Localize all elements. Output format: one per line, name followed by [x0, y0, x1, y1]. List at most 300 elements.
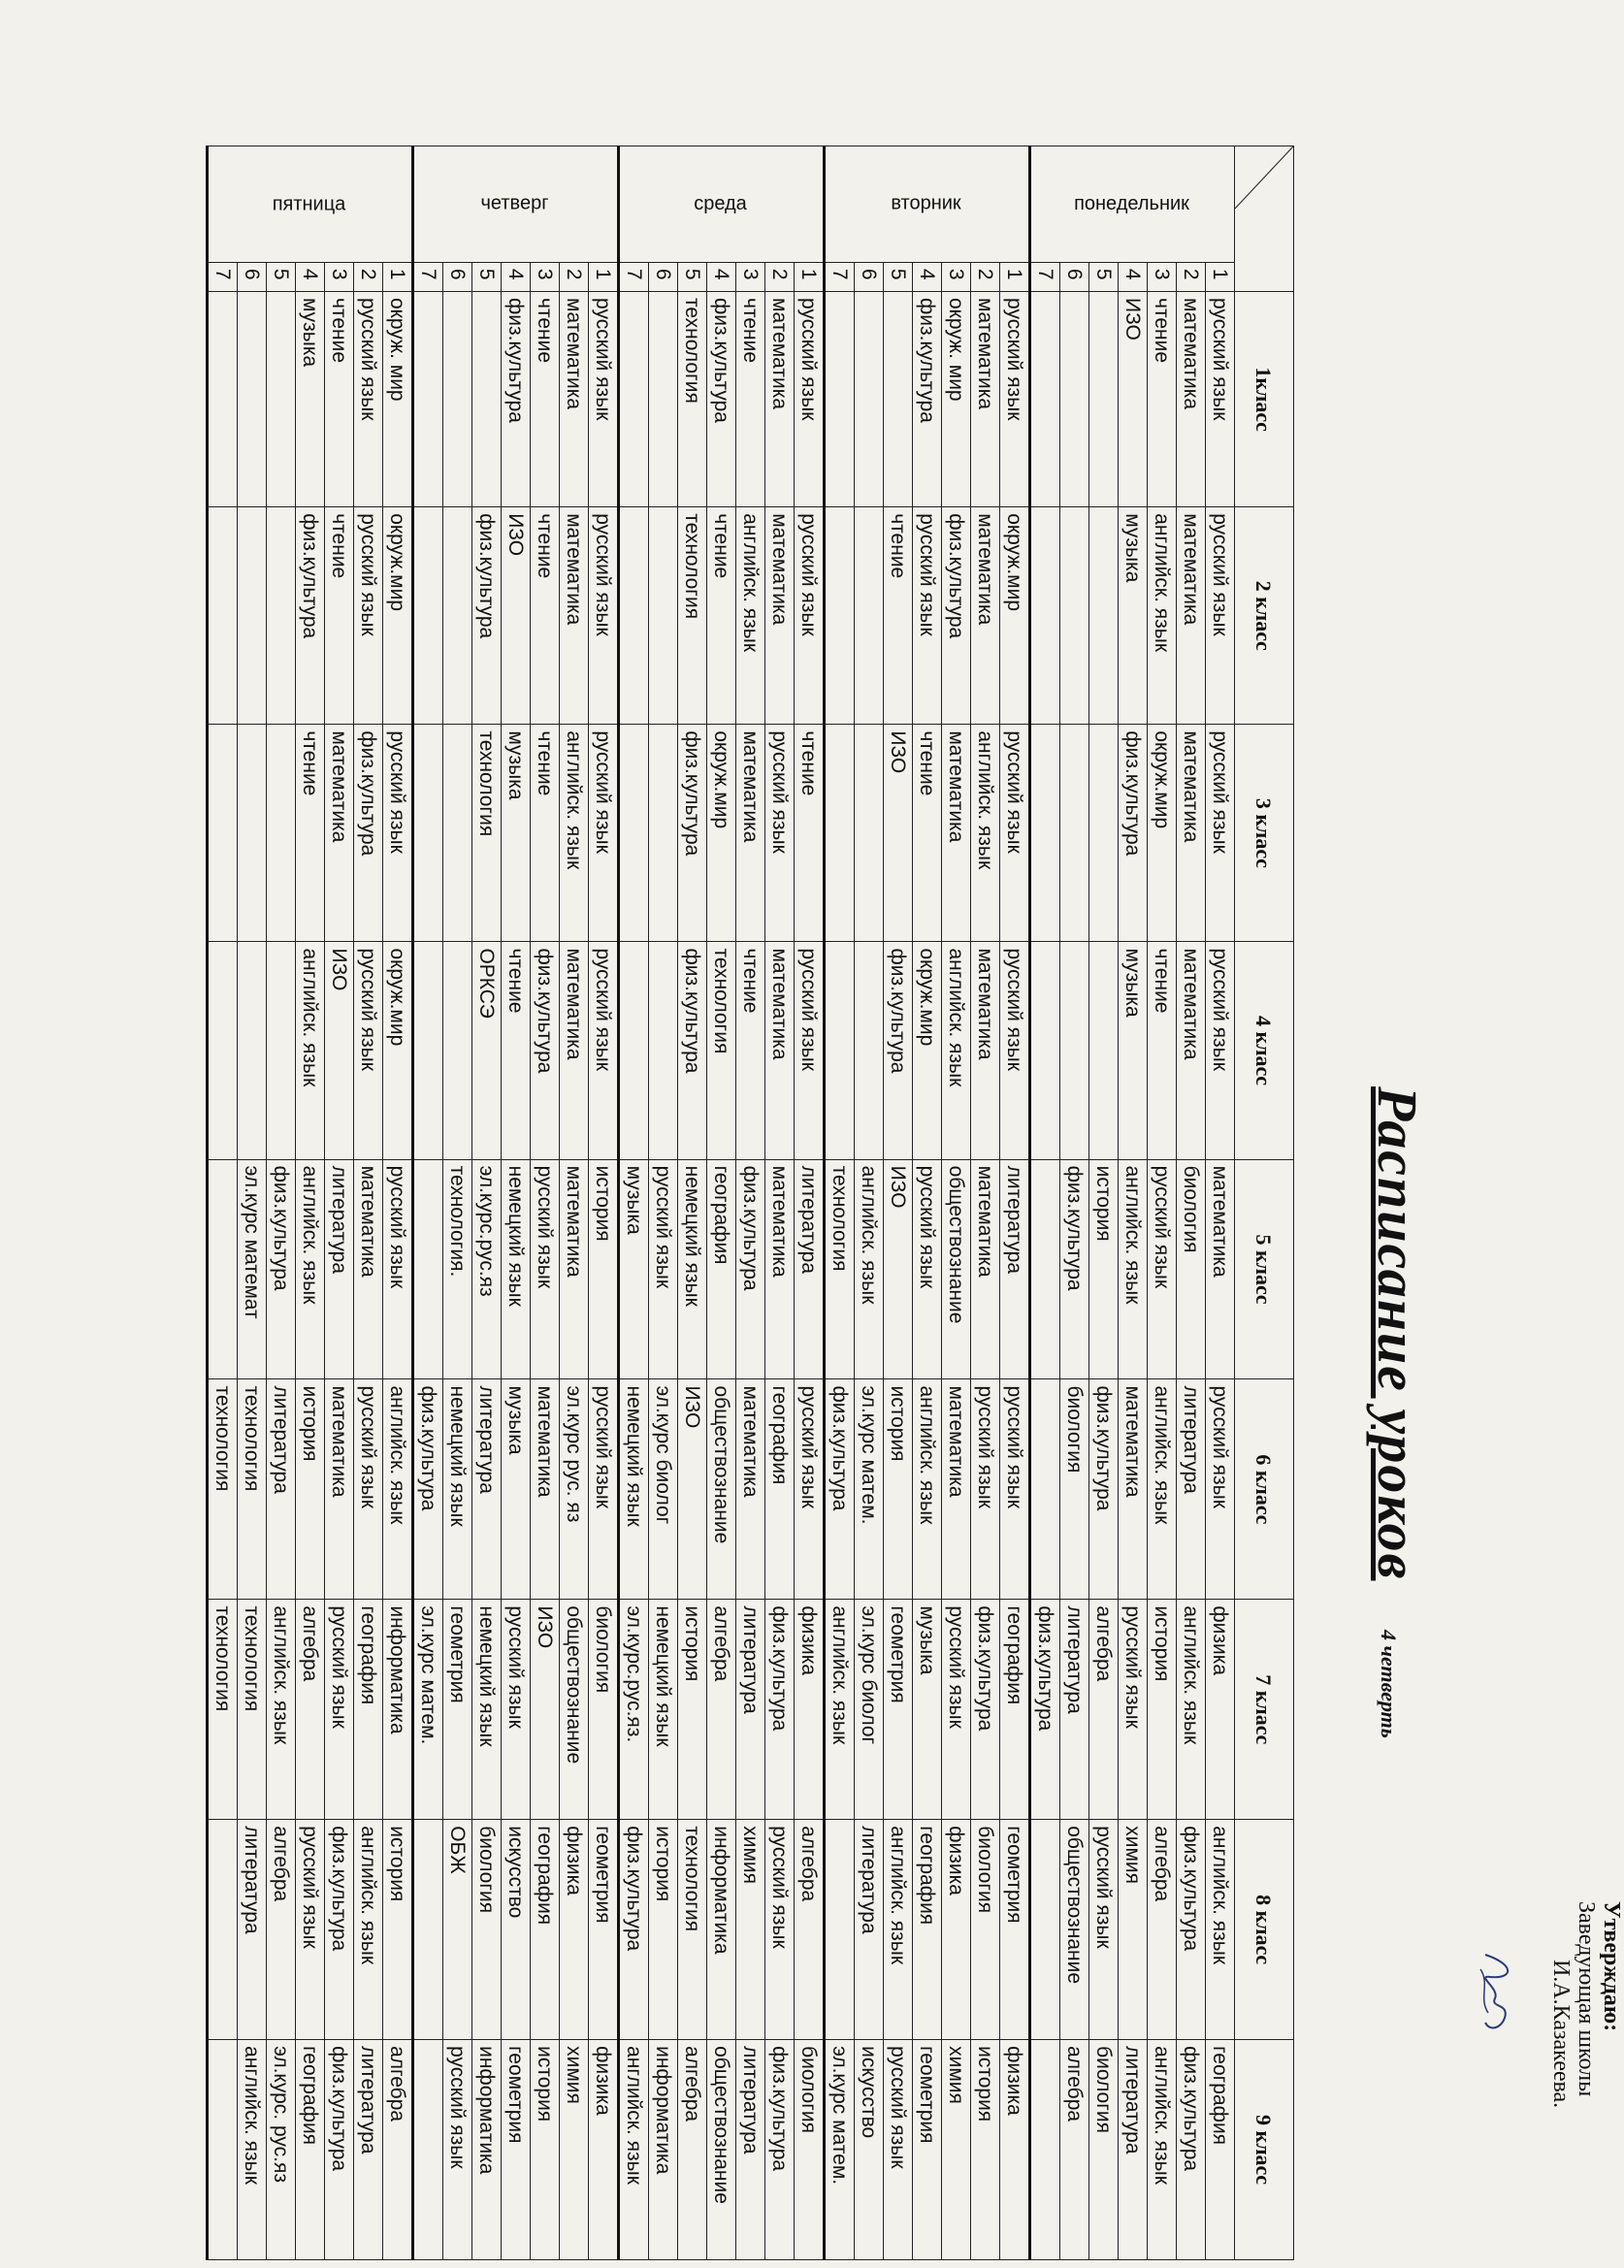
lesson-cell: чтение — [296, 725, 325, 942]
lesson-cell: физ.культура — [736, 1159, 765, 1379]
approval-name: И.А.Казакеева. — [1548, 1960, 1574, 2109]
lesson-cell: биология — [795, 2040, 825, 2260]
lesson-cell: литература — [855, 1820, 884, 2040]
lesson-cell: география — [913, 1820, 942, 2040]
lesson-cell: химия — [736, 1820, 765, 2040]
lesson-cell: обществознание — [1060, 1820, 1089, 2040]
lesson-cell: физ.культура — [678, 942, 707, 1159]
lesson-cell: геометрия — [502, 2040, 531, 2260]
lesson-cell — [649, 942, 678, 1159]
lesson-cell: чтение — [1148, 942, 1177, 1159]
lesson-number: 5 — [472, 262, 502, 291]
table-row — [1177, 146, 1206, 2260]
lesson-cell: русский язык — [354, 292, 383, 507]
approval-role: Заведующая школы — [1574, 1901, 1599, 2097]
lesson-cell: физ.культура — [619, 1820, 649, 2040]
lesson-cell: ИЗО — [884, 725, 913, 942]
lesson-cell: литература — [472, 1379, 502, 1600]
page-title: Расписание уроков — [1366, 1086, 1429, 1581]
lesson-cell: технология — [238, 1379, 267, 1600]
lesson-cell: музыка — [913, 1600, 942, 1820]
lesson-cell — [855, 507, 884, 725]
lesson-cell: русский язык — [1206, 507, 1235, 725]
lesson-cell: физ.культура — [413, 1379, 443, 1600]
lesson-cell: математика — [1177, 725, 1206, 942]
lesson-number: 1 — [1206, 262, 1235, 291]
lesson-cell: технология — [707, 942, 736, 1159]
lesson-cell: математика — [325, 725, 354, 942]
lesson-cell: литература — [238, 1820, 267, 2040]
lesson-cell: чтение — [531, 725, 560, 942]
lesson-number: 6 — [855, 262, 884, 291]
lesson-cell: немецкий язык — [472, 1600, 502, 1820]
table-row — [1119, 146, 1148, 2260]
lesson-cell: окруж.мир — [1000, 507, 1030, 725]
lesson-cell: биология — [1089, 2040, 1119, 2260]
lesson-cell: обществознание — [707, 2040, 736, 2260]
lesson-number: 3 — [736, 262, 765, 291]
lesson-cell: литература — [354, 2040, 383, 2260]
lesson-number: 1 — [589, 262, 619, 291]
column-header: 9 класс — [1235, 2040, 1294, 2260]
lesson-cell: история — [1148, 1600, 1177, 1820]
lesson-cell: русский язык — [502, 1600, 531, 1820]
lesson-cell: физика — [795, 1600, 825, 1820]
lesson-number: 7 — [825, 262, 855, 291]
lesson-cell: физ.культура — [765, 2040, 795, 2260]
lesson-cell: русский язык — [1206, 942, 1235, 1159]
lesson-cell: русский язык — [795, 1379, 825, 1600]
table-row — [383, 146, 413, 2260]
lesson-cell: английск. язык — [1119, 1159, 1148, 1379]
table-row — [1030, 146, 1060, 2260]
table-row — [325, 146, 354, 2260]
lesson-cell: английск. язык — [913, 1379, 942, 1600]
day-name: понедельник — [1074, 192, 1190, 214]
lesson-cell: искусство — [502, 1820, 531, 2040]
lesson-cell: русский язык — [383, 1159, 413, 1379]
lesson-cell: чтение — [531, 507, 560, 725]
lesson-cell: эл.курс математ — [238, 1159, 267, 1379]
lesson-cell — [619, 942, 649, 1159]
lesson-cell: немецкий язык — [619, 1379, 649, 1600]
lesson-cell — [208, 725, 238, 942]
lesson-cell: математика — [765, 292, 795, 507]
lesson-number: 3 — [1148, 262, 1177, 291]
lesson-cell: ИЗО — [325, 942, 354, 1159]
table-row — [502, 146, 531, 2260]
lesson-cell: физ.культура — [354, 725, 383, 942]
lesson-number: 4 — [707, 262, 736, 291]
column-header: 8 класс — [1235, 1820, 1294, 2040]
lesson-cell: русский язык — [942, 1600, 971, 1820]
lesson-cell — [1089, 942, 1119, 1159]
lesson-cell: география — [354, 1600, 383, 1820]
lesson-number: 7 — [1030, 262, 1060, 291]
lesson-cell: русский язык — [1089, 1820, 1119, 2040]
lesson-cell: геометрия — [913, 2040, 942, 2260]
lesson-cell: математика — [1206, 1159, 1235, 1379]
lesson-cell: окруж.мир — [383, 942, 413, 1159]
signature-mark — [1471, 1950, 1519, 2037]
column-header: 4 класс — [1235, 942, 1294, 1159]
lesson-cell: физ.культура — [913, 292, 942, 507]
lesson-cell: музыка — [1119, 942, 1148, 1159]
lesson-cell: физ.культура — [325, 1820, 354, 2040]
lesson-cell: технология — [208, 1600, 238, 1820]
lesson-cell: русский язык — [765, 1820, 795, 2040]
lesson-cell: английск. язык — [1206, 1820, 1235, 2040]
lesson-cell — [1030, 2040, 1060, 2260]
lesson-cell: история — [589, 1159, 619, 1379]
lesson-cell — [208, 1820, 238, 2040]
table-row — [884, 146, 913, 2260]
lesson-cell: физ.культура — [825, 1379, 855, 1600]
lesson-cell: геометрия — [1000, 1820, 1030, 2040]
lesson-cell: окруж.мир — [1148, 725, 1177, 942]
column-header: 3 класс — [1235, 725, 1294, 942]
table-row — [913, 146, 942, 2260]
header-row — [1235, 146, 1294, 2260]
lesson-cell — [1060, 942, 1089, 1159]
lesson-cell: технология — [825, 1159, 855, 1379]
lesson-cell: английск. язык — [1148, 1379, 1177, 1600]
lesson-cell — [1089, 292, 1119, 507]
lesson-cell: английск. язык — [736, 507, 765, 725]
lesson-cell: английск. язык — [619, 2040, 649, 2260]
column-header: 7 класс — [1235, 1600, 1294, 1820]
lesson-cell: география — [707, 1159, 736, 1379]
lesson-cell — [855, 292, 884, 507]
lesson-cell — [267, 292, 296, 507]
lesson-cell: окруж.мир — [707, 725, 736, 942]
lesson-cell: эл.курс матем. — [855, 1379, 884, 1600]
lesson-cell: геометрия — [884, 1600, 913, 1820]
lesson-cell: физ.культура — [1030, 1600, 1060, 1820]
lesson-cell: математика — [942, 725, 971, 942]
corner-cell — [1235, 146, 1294, 292]
lesson-cell — [413, 725, 443, 942]
lesson-number: 6 — [649, 262, 678, 291]
lesson-cell — [413, 1820, 443, 2040]
lesson-cell: биология — [472, 1820, 502, 2040]
lesson-cell: русский язык — [589, 942, 619, 1159]
lesson-cell: музыка — [502, 725, 531, 942]
lesson-cell: чтение — [736, 292, 765, 507]
table-row — [678, 146, 707, 2260]
lesson-cell — [1030, 725, 1060, 942]
lesson-cell: окруж.мир — [383, 507, 413, 725]
lesson-cell: технология — [208, 1379, 238, 1600]
lesson-cell: окруж. мир — [942, 292, 971, 507]
lesson-cell — [267, 725, 296, 942]
lesson-cell: немецкий язык — [649, 1600, 678, 1820]
lesson-cell: музыка — [296, 292, 325, 507]
lesson-cell: математика — [560, 507, 589, 725]
lesson-cell — [1030, 942, 1060, 1159]
lesson-cell: русский язык — [1206, 292, 1235, 507]
lesson-cell: литература — [1000, 1159, 1030, 1379]
lesson-cell: русский язык — [1000, 292, 1030, 507]
lesson-cell: литература — [1060, 1600, 1089, 1820]
lesson-cell: эл.курс матем. — [825, 2040, 855, 2260]
lesson-number: 7 — [208, 262, 238, 291]
table-row — [971, 146, 1000, 2260]
quarter-label: 4 четверть — [1377, 1630, 1401, 1738]
lesson-cell: ОРКСЭ — [472, 942, 502, 1159]
lesson-cell: русский язык — [1206, 1379, 1235, 1600]
lesson-cell: русский язык — [589, 507, 619, 725]
table-row — [942, 146, 971, 2260]
lesson-cell — [1030, 1379, 1060, 1600]
lesson-cell: физ.культура — [942, 507, 971, 725]
lesson-cell: немецкий язык — [678, 1159, 707, 1379]
lesson-cell — [208, 1159, 238, 1379]
lesson-cell: математика — [971, 1159, 1000, 1379]
table-row — [531, 146, 560, 2260]
lesson-cell: русский язык — [296, 1820, 325, 2040]
lesson-cell — [1060, 292, 1089, 507]
lesson-cell: история — [678, 1600, 707, 1820]
lesson-cell: английск. язык — [971, 725, 1000, 942]
lesson-cell: эл.курс биолог — [649, 1379, 678, 1600]
lesson-cell: биология — [1060, 1379, 1089, 1600]
lesson-cell: чтение — [325, 507, 354, 725]
lesson-cell — [413, 942, 443, 1159]
lesson-cell: музыка — [502, 1379, 531, 1600]
lesson-cell: технология — [678, 1820, 707, 2040]
lesson-cell: русский язык — [1000, 942, 1030, 1159]
lesson-cell: литература — [325, 1159, 354, 1379]
lesson-cell — [825, 942, 855, 1159]
approval-block — [1548, 1901, 1624, 2231]
lesson-number: 3 — [942, 262, 971, 291]
lesson-cell: математика — [1119, 1379, 1148, 1600]
lesson-number: 4 — [913, 262, 942, 291]
lesson-cell: русский язык — [589, 292, 619, 507]
lesson-cell: физ.культура — [1060, 1159, 1089, 1379]
lesson-cell — [208, 942, 238, 1159]
table-row — [825, 146, 855, 2260]
lesson-number: 4 — [502, 262, 531, 291]
lesson-cell: физика — [589, 2040, 619, 2260]
lesson-cell — [619, 725, 649, 942]
lesson-number: 2 — [971, 262, 1000, 291]
lesson-cell: информатика — [707, 1820, 736, 2040]
lesson-cell: география — [531, 1820, 560, 2040]
lesson-cell: чтение — [736, 942, 765, 1159]
lesson-cell: чтение — [707, 507, 736, 725]
lesson-cell: история — [971, 2040, 1000, 2260]
schedule-table — [206, 146, 1294, 2260]
lesson-cell: физ.культура — [267, 1159, 296, 1379]
column-header: 6 класс — [1235, 1379, 1294, 1600]
lesson-cell — [825, 507, 855, 725]
lesson-cell: английск. язык — [238, 2040, 267, 2260]
lesson-cell: технология — [472, 725, 502, 942]
lesson-cell: русский язык — [531, 1159, 560, 1379]
lesson-cell — [267, 942, 296, 1159]
lesson-cell: география — [765, 1379, 795, 1600]
lesson-number: 6 — [443, 262, 472, 291]
lesson-number: 7 — [619, 262, 649, 291]
lesson-cell: технология. — [443, 1159, 472, 1379]
lesson-cell: история — [383, 1820, 413, 2040]
day-name: четверг — [481, 192, 549, 214]
lesson-cell — [649, 292, 678, 507]
lesson-cell: русский язык — [1148, 1159, 1177, 1379]
approval-title: Утверждаю: — [1599, 1901, 1624, 2032]
lesson-cell: география — [296, 2040, 325, 2260]
column-header: 1класс — [1235, 292, 1294, 507]
lesson-number: 5 — [1089, 262, 1119, 291]
lesson-cell: английск. язык — [560, 725, 589, 942]
lesson-cell: окруж.мир — [913, 942, 942, 1159]
lesson-cell — [619, 292, 649, 507]
lesson-cell: ИЗО — [531, 1600, 560, 1820]
lesson-cell: алгебра — [1148, 1820, 1177, 2040]
lesson-cell: русский язык — [913, 1159, 942, 1379]
lesson-cell: чтение — [913, 725, 942, 942]
lesson-cell — [443, 292, 472, 507]
lesson-number: 2 — [765, 262, 795, 291]
lesson-cell: физ.культура — [1119, 725, 1148, 942]
lesson-cell: математика — [971, 507, 1000, 725]
lesson-number: 6 — [1060, 262, 1089, 291]
lesson-cell: английск. язык — [296, 1159, 325, 1379]
lesson-cell: география — [1000, 1600, 1030, 1820]
lesson-cell: английск. язык — [1148, 507, 1177, 725]
table-row — [589, 146, 619, 2260]
lesson-cell: русский язык — [913, 507, 942, 725]
lesson-cell: русский язык — [354, 507, 383, 725]
lesson-cell: музыка — [1119, 507, 1148, 725]
lesson-cell: математика — [942, 1379, 971, 1600]
lesson-cell: алгебра — [1089, 1600, 1119, 1820]
lesson-cell: эл.курс рус. яз — [560, 1379, 589, 1600]
lesson-cell — [208, 2040, 238, 2260]
lesson-cell: ОБЖ — [443, 1820, 472, 2040]
lesson-cell: русский язык — [354, 1379, 383, 1600]
lesson-cell: физ.культура — [325, 2040, 354, 2260]
lesson-cell: английск. язык — [825, 1600, 855, 1820]
lesson-cell: ИЗО — [884, 1159, 913, 1379]
lesson-cell — [238, 725, 267, 942]
lesson-cell: физика — [1000, 2040, 1030, 2260]
lesson-cell: математика — [531, 1379, 560, 1600]
lesson-cell: математика — [765, 507, 795, 725]
lesson-cell: химия — [1119, 1820, 1148, 2040]
lesson-number: 3 — [325, 262, 354, 291]
lesson-cell: алгебра — [1060, 2040, 1089, 2260]
lesson-cell: русский язык — [589, 1379, 619, 1600]
lesson-cell — [413, 2040, 443, 2260]
lesson-cell — [267, 507, 296, 725]
column-header: 5 класс — [1235, 1159, 1294, 1379]
lesson-cell: алгебра — [795, 1820, 825, 2040]
table-row — [795, 146, 825, 2260]
lesson-cell: искусство — [855, 2040, 884, 2260]
lesson-cell — [825, 292, 855, 507]
lesson-cell: технология — [678, 507, 707, 725]
lesson-cell: физ.культура — [1177, 1820, 1206, 2040]
lesson-cell: ИЗО — [1119, 292, 1148, 507]
day-label-cell — [619, 146, 825, 263]
lesson-cell — [443, 725, 472, 942]
lesson-cell — [1030, 1820, 1060, 2040]
lesson-cell: биология — [589, 1600, 619, 1820]
lesson-cell: русский язык — [795, 292, 825, 507]
table-row — [354, 146, 383, 2260]
lesson-cell: химия — [560, 2040, 589, 2260]
lesson-cell: английск. язык — [296, 942, 325, 1159]
table-row — [208, 146, 238, 2260]
day-name: среда — [694, 192, 748, 214]
table-row — [413, 146, 443, 2260]
lesson-cell: литература — [1119, 2040, 1148, 2260]
lesson-cell: эл.курс матем. — [413, 1600, 443, 1820]
lesson-cell — [238, 292, 267, 507]
lesson-cell: английск. язык — [383, 1379, 413, 1600]
lesson-cell — [649, 725, 678, 942]
lesson-cell — [238, 507, 267, 725]
lesson-cell: математика — [560, 292, 589, 507]
lesson-cell: чтение — [502, 942, 531, 1159]
lesson-cell — [208, 507, 238, 725]
lesson-cell: русский язык — [354, 942, 383, 1159]
lesson-cell: литература — [736, 2040, 765, 2260]
lesson-cell: история — [649, 1820, 678, 2040]
lesson-number: 5 — [884, 262, 913, 291]
lesson-cell: немецкий язык — [502, 1159, 531, 1379]
lesson-cell: математика — [736, 1379, 765, 1600]
lesson-cell — [1060, 725, 1089, 942]
table-row — [560, 146, 589, 2260]
lesson-cell: информатика — [649, 2040, 678, 2260]
lesson-cell: технология — [238, 1600, 267, 1820]
table-row — [855, 146, 884, 2260]
lesson-cell: ИЗО — [678, 1379, 707, 1600]
lesson-cell: математика — [765, 942, 795, 1159]
lesson-cell: русский язык — [884, 2040, 913, 2260]
lesson-cell — [443, 942, 472, 1159]
lesson-cell: история — [1089, 1159, 1119, 1379]
table-row — [619, 146, 649, 2260]
lesson-cell: английск. язык — [267, 1600, 296, 1820]
lesson-number: 1 — [795, 262, 825, 291]
table-row — [707, 146, 736, 2260]
day-label-cell — [825, 146, 1030, 263]
lesson-cell: история — [531, 2040, 560, 2260]
lesson-cell: музыка — [619, 1159, 649, 1379]
lesson-cell: математика — [765, 1159, 795, 1379]
lesson-cell — [1030, 292, 1060, 507]
lesson-cell: алгебра — [678, 2040, 707, 2260]
lesson-number: 1 — [383, 262, 413, 291]
lesson-cell — [649, 507, 678, 725]
lesson-cell: чтение — [1148, 292, 1177, 507]
lesson-cell: русский язык — [649, 1159, 678, 1379]
lesson-cell: физика — [560, 1820, 589, 2040]
lesson-number: 4 — [1119, 262, 1148, 291]
table-row — [472, 146, 502, 2260]
lesson-cell: биология — [1177, 1159, 1206, 1379]
day-name: пятница — [273, 192, 346, 214]
lesson-cell — [619, 507, 649, 725]
lesson-cell: чтение — [795, 725, 825, 942]
lesson-cell: физ.культура — [296, 507, 325, 725]
table-row — [267, 146, 296, 2260]
